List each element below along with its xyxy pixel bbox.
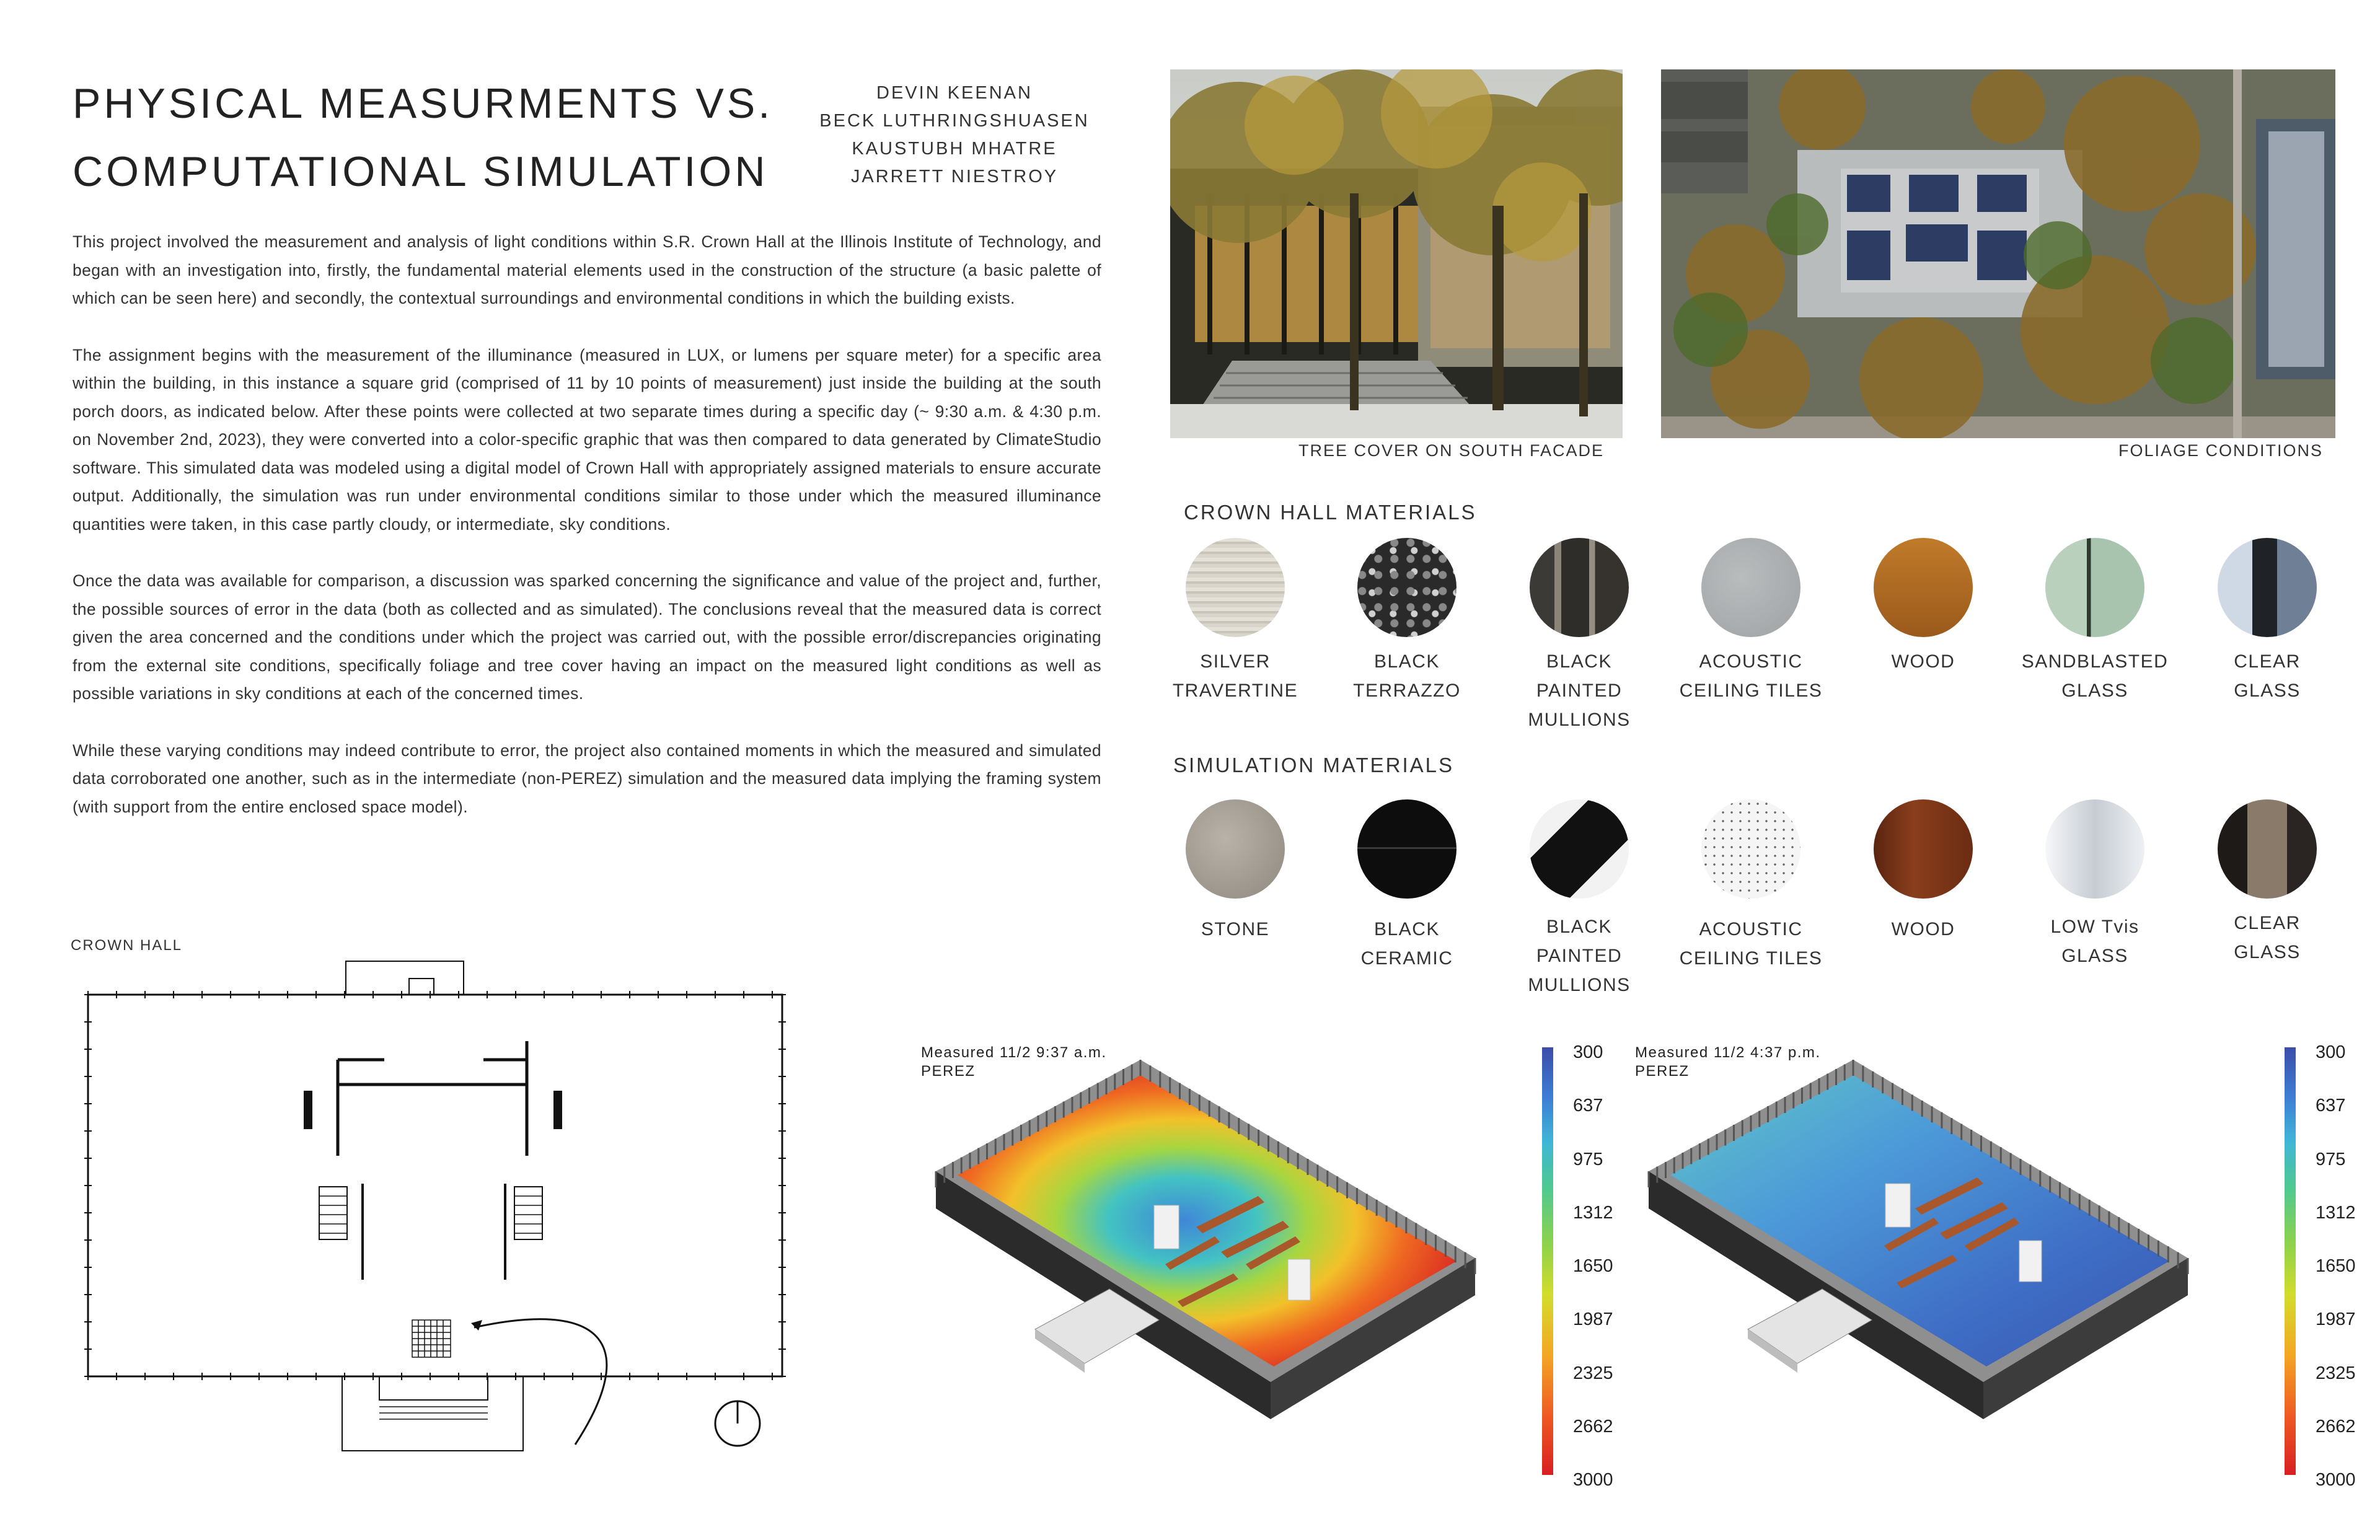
map-right-title: Measured 11/2 4:37 p.m. — [1635, 1044, 1821, 1061]
ceramic-swatch — [1357, 799, 1457, 899]
clear-glass-swatch — [2218, 799, 2317, 899]
legend-tick-label: 2662 — [2316, 1416, 2356, 1437]
author-name: DEVIN KEENAN — [876, 83, 1033, 103]
material-label: ACOUSTIC CEILING TILES — [1679, 919, 1823, 969]
legend-bar-left — [1542, 1047, 1553, 1475]
terrazzo-swatch — [1357, 538, 1457, 637]
legend-tick-label: 637 — [1573, 1096, 1603, 1116]
material-label: BLACK PAINTED MULLIONS — [1528, 917, 1631, 995]
legend-tick-label: 637 — [2316, 1096, 2346, 1116]
ceiling-tile-swatch — [1701, 538, 1800, 637]
title-line-2: COMPUTATIONAL SIMULATION — [73, 148, 769, 195]
foliage-aerial-photo — [1661, 69, 2335, 438]
legend-tick-label: 2325 — [2316, 1363, 2356, 1383]
legend-tick-label: 3000 — [1573, 1470, 1613, 1490]
clear-glass-swatch — [2218, 538, 2317, 637]
crown-hall-floor-plan — [62, 951, 806, 1478]
author-name: JARRETT NIESTROY — [850, 167, 1059, 187]
tree-cover-photo-graphic — [1170, 69, 1623, 438]
legend-tick-label: 1987 — [2316, 1309, 2356, 1330]
crown-hall-materials-title: CROWN HALL MATERIALS — [1184, 501, 1477, 524]
author-name: KAUSTUBH MHATRE — [852, 139, 1057, 159]
material-label: BLACK TERRAZZO — [1353, 651, 1461, 701]
material-label: ACOUSTIC CEILING TILES — [1679, 651, 1823, 701]
material-label: CLEAR GLASS — [2234, 913, 2301, 962]
legend-tick-label: 300 — [1573, 1042, 1603, 1062]
tree-cover-photo — [1170, 69, 1623, 438]
paragraph: Once the data was available for comparison, a discussion was sparked concerning the significance and value of the project and, further, the possible sources of error in the data (both as collected and as simulated). The conclusions reveal that the measured data is correct given the area concerned and the conditions under which the project was carried out, with the possible error/discrepancies originating from the external site conditions, specifically foliage and tree cover having an impact on the measured light conditions as well as possible variations in sky conditions at each of the concerned times. — [73, 571, 1101, 703]
material-label: STONE — [1201, 919, 1270, 939]
legend-tick-label: 1987 — [1573, 1309, 1613, 1330]
tree-cover-caption: TREE COVER ON SOUTH FACADE — [1298, 441, 1605, 460]
travertine-swatch — [1186, 538, 1285, 637]
paragraph: This project involved the measurement and analysis of light conditions within S.R. Crown Hall at the Illinois Institute of Technology, and began with an investigation into, firstly, the fundamental material elements used in the construction of the structure (a basic palette of which can be seen here) and secondly, the contextual surroundings and environmental conditions in which the building exists. — [73, 232, 1101, 307]
material-label: BLACK CERAMIC — [1360, 919, 1453, 969]
ceiling-tile-swatch — [1701, 799, 1800, 899]
mullion-swatch — [1530, 538, 1629, 637]
material-label: BLACK PAINTED MULLIONS — [1528, 651, 1631, 730]
material-label: SILVER TRAVERTINE — [1172, 651, 1298, 701]
material-label: WOOD — [1891, 651, 1955, 672]
wood-swatch — [1874, 799, 1973, 899]
project-description — [73, 228, 1101, 850]
paragraph: While these varying conditions may indeed contribute to error, the project also contained moments in which the measured and simulated data corroborated one another, such as in the intermediate (non-PEREZ) simulation and the measured data implying the framing system (with support from the entire enclosed space model). — [73, 741, 1101, 816]
legend-tick-label: 1650 — [2316, 1256, 2356, 1276]
material-label: WOOD — [1891, 919, 1955, 939]
foliage-caption: FOLIAGE CONDITIONS — [2118, 441, 2324, 460]
legend-tick-label: 300 — [2316, 1042, 2346, 1062]
legend-tick-label: 975 — [1573, 1149, 1603, 1169]
legend-tick-label: 2662 — [1573, 1416, 1613, 1437]
author-name: BECK LUTHRINGSHUASEN — [819, 111, 1090, 131]
low-tvis-glass-swatch — [2045, 799, 2144, 899]
legend-tick-label: 1312 — [2316, 1202, 2356, 1223]
map-right-sky: PEREZ — [1635, 1063, 1690, 1080]
legend-tick-label: 1650 — [1573, 1256, 1613, 1276]
wood-swatch — [1874, 538, 1973, 637]
legend-tick-label: 2325 — [1573, 1363, 1613, 1383]
material-label: SANDBLASTED GLASS — [2021, 651, 2169, 701]
illuminance-map-afternoon — [1636, 1047, 2231, 1469]
simulation-materials-title: SIMULATION MATERIALS — [1173, 754, 1455, 777]
stone-swatch — [1186, 799, 1285, 899]
illuminance-map-morning — [923, 1047, 1518, 1469]
plan-label: CROWN HALL — [71, 937, 183, 954]
legend-tick-label: 1312 — [1573, 1202, 1613, 1223]
material-label: LOW Tvis GLASS — [2050, 917, 2140, 966]
mullion-swatch — [1530, 799, 1629, 899]
legend-tick-label: 975 — [2316, 1149, 2346, 1169]
material-label: CLEAR GLASS — [2234, 651, 2301, 701]
paragraph: The assignment begins with the measurement of the illuminance (measured in LUX, or lumens per square meter) for a specific area within the building, in this instance a square grid (comprised of 11 by 10 points of measurement) just inside the building at the south porch doors, as indicated below. After these points were collected at two separate times during a specific day (~ 9:30 a.m. & 4:30 p.m. on November 2nd, 2023), they were converted into a color-specific graphic that was then compared to data generated by ClimateStudio software. This simulated data was modeled using a digital model of Crown Hall with appropriately assigned materials to ensure accurate output. Additionally, the simulation was run under environmental conditions similar to those under which the measured illuminance quantities were taken, in this case partly cloudy, or intermediate, sky conditions. — [73, 345, 1101, 534]
map-left-title: Measured 11/2 9:37 a.m. — [921, 1044, 1107, 1061]
title-line-1: PHYSICAL MEASURMENTS VS. — [73, 80, 774, 127]
map-left-sky: PEREZ — [921, 1063, 976, 1080]
foliage-aerial-graphic — [1661, 69, 2335, 438]
sandblasted-glass-swatch — [2045, 538, 2144, 637]
legend-tick-label: 3000 — [2316, 1470, 2356, 1490]
legend-bar-right — [2285, 1047, 2296, 1475]
author-list — [818, 79, 1091, 191]
